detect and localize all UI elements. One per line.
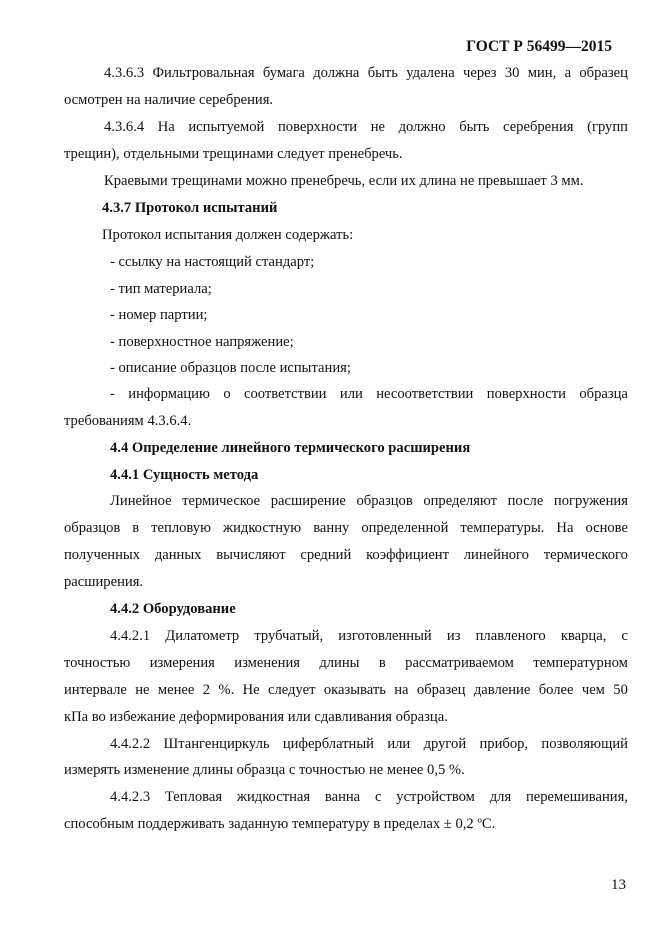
para-line: расширения. — [64, 574, 144, 590]
standard-header: ГОСТ Р 56499—2015 — [466, 38, 612, 55]
para-line: образцов в тепловую жидкостную ванну определенной температуры. На основе — [64, 520, 628, 536]
list-item: - номер партии; — [110, 307, 208, 323]
list-item: - информацию о соответствии или несоответствии поверхности образца — [110, 386, 628, 402]
para-line: трещин), отдельными трещинами следует пренебречь. — [64, 146, 403, 162]
list-item: - ссылку на настоящий стандарт; — [110, 254, 315, 270]
para-line: измерять изменение длины образца с точностью не менее 0,5 %. — [64, 762, 465, 778]
para-line: способным поддерживать заданную температуру в пределах ± 0,2 ºС. — [64, 816, 496, 832]
para-line: осмотрен на наличие серебрения. — [64, 92, 274, 108]
para-line: полученных данных вычисляют средний коэффициент линейного термического — [64, 547, 628, 563]
para-line: интервале не менее 2 %. Не следует оказывать на образец давление более чем 50 — [64, 682, 628, 698]
list-item: - поверхностное напряжение; — [110, 334, 294, 350]
section-heading: 4.4.1 Сущность метода — [110, 467, 259, 483]
para-line: 4.4.2.3 Тепловая жидкостная ванна с устройством для перемешивания, — [110, 789, 628, 805]
page-number: 13 — [611, 877, 626, 893]
para-line: 4.3.6.3 Фильтровальная бумага должна быть удалена через 30 мин, а образец — [104, 65, 628, 81]
para-line: 4.3.6.4 На испытуемой поверхности не должно быть серебрения (групп — [104, 119, 628, 135]
para-line: Краевыми трещинами можно пренебречь, если их длина не превышает 3 мм. — [104, 173, 584, 189]
para-line: требованиям 4.3.6.4. — [64, 413, 192, 429]
para-line: 4.4.2.1 Дилатометр трубчатый, изготовленный из плавленого кварца, с — [110, 628, 628, 644]
para-line: Линейное термическое расширение образцов определяют после погружения — [110, 493, 628, 509]
list-item: - описание образцов после испытания; — [110, 360, 351, 376]
section-heading: 4.4 Определение линейного термического расширения — [110, 440, 471, 456]
list-item: - тип материала; — [110, 281, 212, 297]
para-line: точностью измерения изменения длины в рассматриваемом температурном — [64, 655, 628, 671]
section-heading: 4.4.2 Оборудование — [110, 601, 236, 617]
para-line: кПа во избежание деформирования или сдавливания образца. — [64, 709, 448, 725]
para-line: 4.4.2.2 Штангенциркуль циферблатный или другой прибор, позволяющий — [110, 736, 628, 752]
para-line: Протокол испытания должен содержать: — [102, 227, 354, 243]
section-heading: 4.3.7 Протокол испытаний — [102, 200, 278, 216]
